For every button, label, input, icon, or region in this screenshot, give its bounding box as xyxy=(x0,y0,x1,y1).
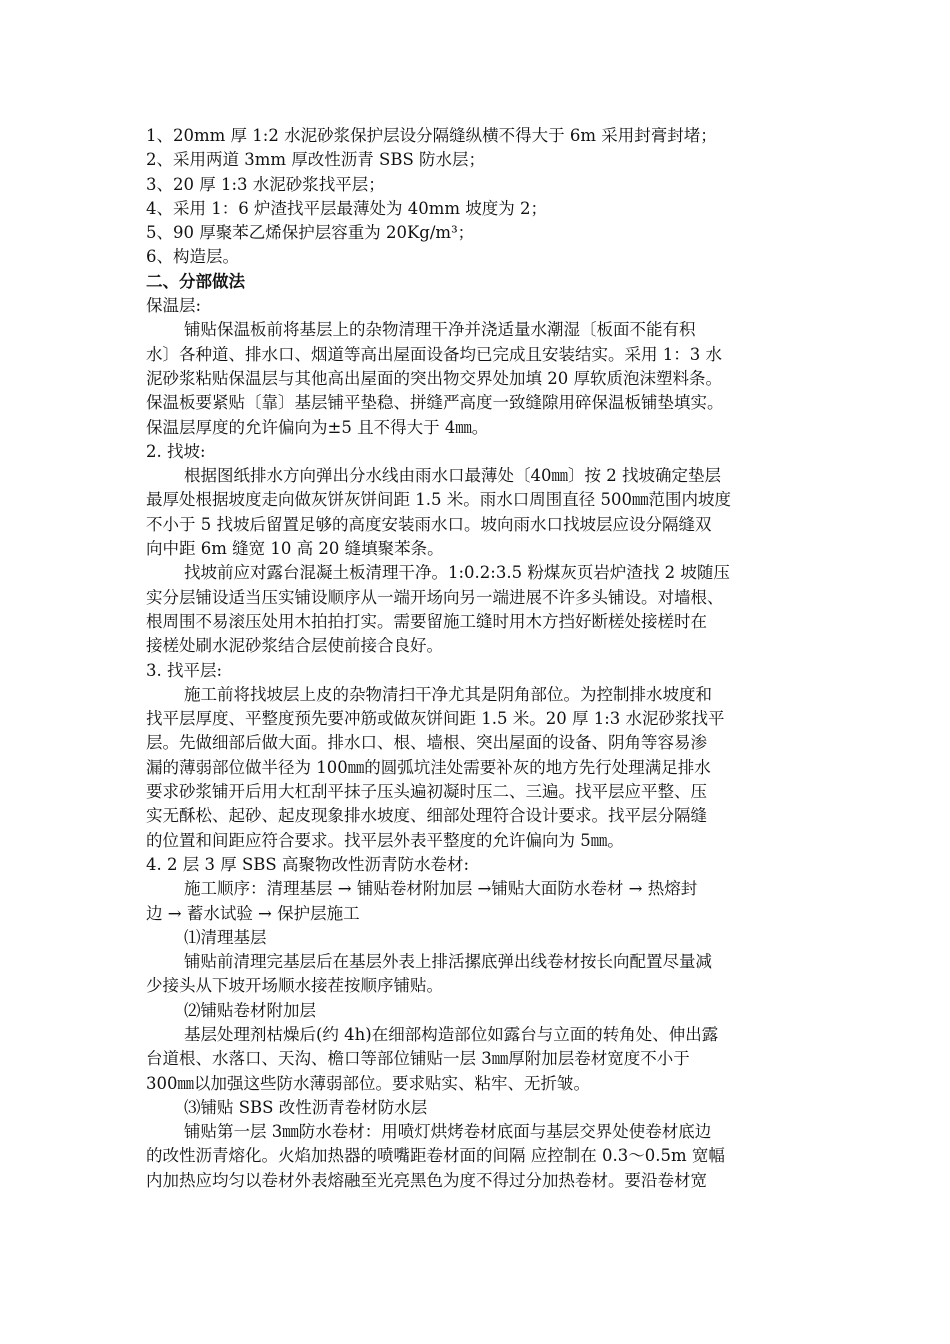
text-line: 找平层厚度、平整度预先要冲筋或做灰饼间距 1.5 米。20 厚 1:3 水泥砂浆找平 xyxy=(146,709,725,729)
text-line: 漏的薄弱部位做半径为 100㎜的圆弧坑洼处需要补灰的地方先行处理满足排水 xyxy=(146,757,711,777)
text-line: 向中距 6m 缝宽 10 高 20 缝填聚苯条。 xyxy=(146,539,444,559)
text-line: 泥砂浆粘贴保温层与其他高出屋面的突出物交界处加填 20 厚软质泡沫塑料条。 xyxy=(146,368,722,388)
text-line: 内加热应均匀以卷材外表熔融至光亮黑色为度不得过分加热卷材。要沿卷材宽 xyxy=(146,1170,707,1190)
text-line: 铺贴保温板前将基层上的杂物清理干净并浇适量水潮湿〔板面不能有积 xyxy=(184,320,696,340)
text-line: 水〕各种道、排水口、烟道等高出屋面设备均已完成且安装结实。采用 1：3 水 xyxy=(146,344,722,364)
text-line: 300㎜以加强这些防水薄弱部位。要求贴实、粘牢、无折皱。 xyxy=(146,1073,590,1093)
text-line: 5、90 厚聚苯乙烯保护层容重为 20Kg/m³； xyxy=(146,223,475,243)
text-line: 保温板要紧贴〔靠〕基层铺平垫稳、拼缝严高度一致缝隙用碎保温板铺垫填实。 xyxy=(146,393,724,413)
text-line: 根周围不易滚压处用木拍拍打实。需要留施工缝时用木方挡好断槎处接槎时在 xyxy=(146,611,707,631)
text-line: 的改性沥青熔化。火焰加热器的喷嘴距卷材面的间隔 应控制在 0.3～0.5m 宽幅 xyxy=(146,1146,725,1166)
text-line: ⑴清理基层 xyxy=(184,927,267,947)
text-line: 不小于 5 找坡后留置足够的高度安装雨水口。坡向雨水口找坡层应设分隔缝双 xyxy=(146,514,712,534)
text-line: ⑵铺贴卷材附加层 xyxy=(184,1000,316,1020)
text-line: 接槎处刷水泥砂浆结合层使前接合良好。 xyxy=(146,636,443,656)
text-line: 的位置和间距应符合要求。找平层外表平整度的允许偏向为 5㎜。 xyxy=(146,830,624,850)
text-line: 施工前将找坡层上皮的杂物清扫干净尤其是阴角部位。为控制排水坡度和 xyxy=(184,684,712,704)
text-line: 台道根、水落口、天沟、檐口等部位铺贴一层 3㎜厚附加层卷材宽度不小于 xyxy=(146,1049,690,1069)
section-heading: 二、分部做法 xyxy=(146,271,245,291)
text-line: 4、采用 1：6 炉渣找平层最薄处为 40mm 坡度为 2； xyxy=(146,198,548,218)
text-line: 2、采用两道 3mm 厚改性沥青 SBS 防水层； xyxy=(146,150,485,170)
text-line: 铺贴前清理完基层后在基层外表上排活摞底弹出线卷材按长向配置尽量减 xyxy=(184,952,712,972)
text-line: ⑶铺贴 SBS 改性沥青卷材防水层 xyxy=(184,1097,428,1117)
text-line: 找坡前应对露台混凝土板清理干净。1:0.2:3.5 粉煤灰页岩炉渣找 2 坡随压 xyxy=(184,563,730,583)
text-line: 3. 找平层: xyxy=(146,660,223,680)
text-line: 实分层铺设适当压实铺设顺序从一端开场向另一端进展不许多头铺设。对墙根、 xyxy=(146,587,724,607)
document-page xyxy=(146,124,808,1193)
text-line: 保温层: xyxy=(146,296,202,316)
text-line: 基层处理剂枯燥后(约 4h)在细部构造部位如露台与立面的转角处、伸出露 xyxy=(184,1024,719,1044)
text-line: 2. 找坡: xyxy=(146,441,206,461)
text-line: 6、构造层。 xyxy=(146,247,239,267)
text-line: 4. 2 层 3 厚 SBS 高聚物改性沥青防水卷材: xyxy=(146,854,469,874)
text-line: 最厚处根据坡度走向做灰饼灰饼间距 1.5 米。雨水口周围直径 500㎜范围内坡度 xyxy=(146,490,731,510)
text-line: 少接头从下坡开场顺水接茬按顺序铺贴。 xyxy=(146,976,443,996)
text-line: 1、20mm 厚 1:2 水泥砂浆保护层设分隔缝纵横不得大于 6m 采用封膏封堵； xyxy=(146,126,717,145)
text-line: 边 → 蓄水试验 → 保护层施工 xyxy=(146,903,360,923)
text-line: 保温层厚度的允许偏向为±5 且不得大于 4㎜。 xyxy=(146,417,489,437)
text-line: 实无酥松、起砂、起皮现象排水坡度、细部处理符合设计要求。找平层分隔缝 xyxy=(146,806,707,826)
text-line: 层。先做细部后做大面。排水口、根、墙根、突出屋面的设备、阴角等容易渗 xyxy=(146,733,707,753)
text-line: 根据图纸排水方向弹出分水线由雨水口最薄处〔40㎜〕按 2 找坡确定垫层 xyxy=(184,466,721,486)
text-line: 施工顺序：清理基层 → 铺贴卷材附加层 →铺贴大面防水卷材 → 热熔封 xyxy=(184,879,698,899)
text-line: 3、20 厚 1:3 水泥砂浆找平层； xyxy=(146,174,385,194)
text-line: 要求砂浆铺开后用大杠刮平抹子压头遍初凝时压二、三遍。找平层应平整、压 xyxy=(146,782,707,802)
text-line: 铺贴第一层 3㎜防水卷材：用喷灯烘烤卷材底面与基层交界处使卷材底边 xyxy=(184,1122,712,1142)
